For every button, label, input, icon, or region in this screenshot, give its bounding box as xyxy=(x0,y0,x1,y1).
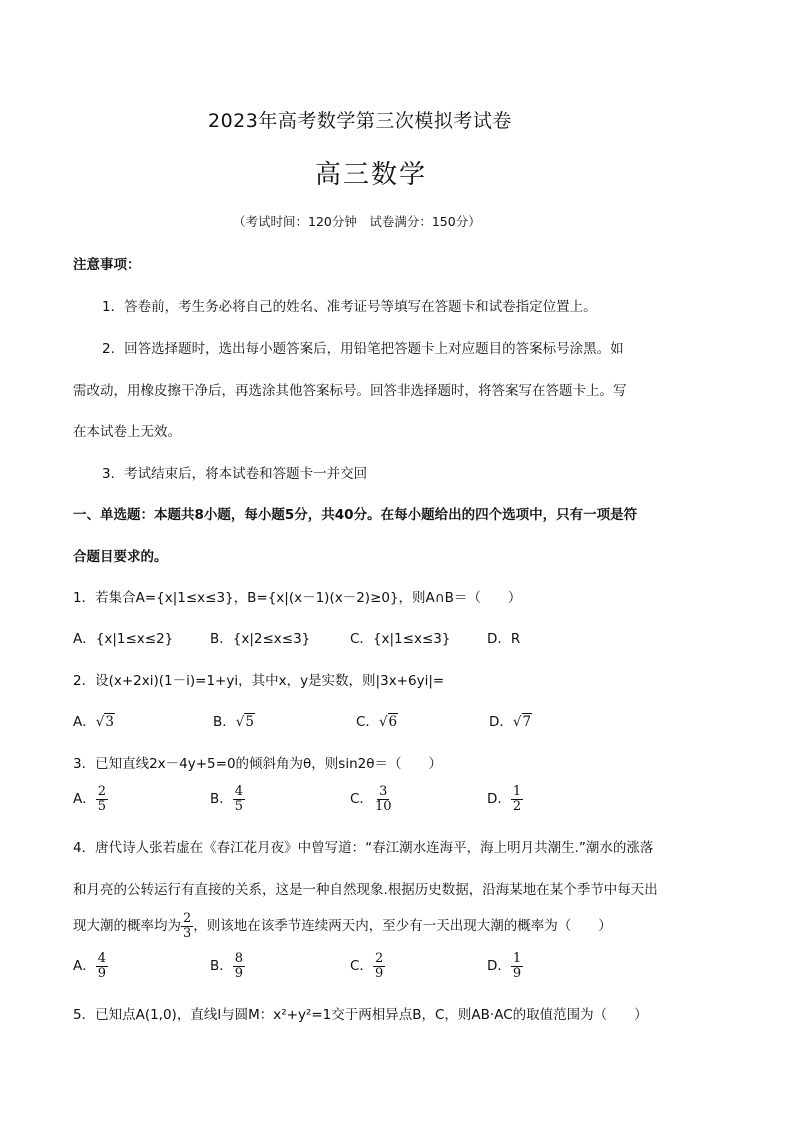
question-2-option-d[interactable] xyxy=(489,710,532,730)
numerator: 3 xyxy=(379,784,388,799)
sqrt-expression: √3 xyxy=(95,714,114,730)
option-label: A． xyxy=(73,791,96,808)
question-1-stem: 1．若集合A={x|1≤x≤3}，B={x|(x－1)(x－2)≥0}，则A∩B＝（ ） xyxy=(73,590,522,606)
option-label: D． xyxy=(487,791,511,808)
question-4-line-3 xyxy=(73,912,612,940)
question-2-option-c[interactable] xyxy=(356,710,398,730)
numerator: 8 xyxy=(234,951,244,966)
denominator: 3 xyxy=(183,925,192,941)
sqrt-expression: √5 xyxy=(235,714,254,730)
fraction xyxy=(96,952,108,980)
denominator: 5 xyxy=(97,798,107,814)
question-4-option-c[interactable] xyxy=(350,952,385,980)
question-4-line-2: 和月亮的公转运行有直接的关系，这是一种自然现象.根据历史数据，沿海某地在某个季节中每天出 xyxy=(73,882,658,898)
question-4-option-b[interactable] xyxy=(210,952,245,980)
notes-item-2-line-1: 2．回答选择题时，选出每小题答案后，用铅笔把答题卡上对应题目的答案标号涂黑。如 xyxy=(102,341,624,357)
option-label: D． xyxy=(487,958,511,975)
question-4-line-3-post: ，则该地在该季节连续两天内，至少有一天出现大潮的概率为（ ） xyxy=(193,918,612,935)
question-2-option-b[interactable] xyxy=(213,710,255,730)
option-label: C． xyxy=(350,791,373,808)
sqrt-expression: √6 xyxy=(378,714,398,730)
question-4-line-1: 4．唐代诗人张若虚在《春江花月夜》中曾写道：“春江潮水连海平，海上明月共潮生.”潮水的涨落 xyxy=(73,840,654,856)
question-1-option-a[interactable]: A．{x|1≤x≤2} xyxy=(73,631,174,647)
fraction xyxy=(511,952,523,980)
question-2-stem: 2．设(x+2xi)(1－i)=1+yi，其中x，y是实数，则|3x+6yi|= xyxy=(73,673,445,689)
fraction xyxy=(233,785,245,813)
sqrt-expression: √7 xyxy=(512,714,532,730)
fraction xyxy=(373,785,394,813)
radicand: 3 xyxy=(105,714,114,730)
denominator: 9 xyxy=(97,965,107,981)
fraction xyxy=(511,785,523,813)
question-4-line-3-pre: 现大潮的概率均为 xyxy=(73,918,181,935)
question-4-option-d[interactable] xyxy=(487,952,523,980)
question-1-option-d[interactable]: D．R xyxy=(487,631,521,647)
notes-heading: 注意事项： xyxy=(73,257,141,273)
question-1-option-b[interactable]: B．{x|2≤x≤3} xyxy=(210,631,311,647)
fraction xyxy=(181,912,193,940)
fraction xyxy=(96,785,108,813)
exam-subtitle: 高三数学 xyxy=(315,160,428,190)
notes-item-1: 1．答卷前，考生务必将自己的姓名、准考证号等填写在答题卡和试卷指定位置上。 xyxy=(102,299,597,315)
option-label: B． xyxy=(210,791,233,808)
fraction xyxy=(233,952,245,980)
notes-item-2-line-2: 需改动，用橡皮擦干净后，再选涂其他答案标号。回答非选择题时，将答案写在答题卡上。写 xyxy=(73,383,627,399)
denominator: 9 xyxy=(374,965,384,981)
question-3-option-c[interactable] xyxy=(350,785,393,813)
fraction xyxy=(373,952,385,980)
option-label: A． xyxy=(73,958,96,975)
option-label: B． xyxy=(213,714,236,730)
option-label: A． xyxy=(73,714,96,730)
numerator: 4 xyxy=(234,784,244,799)
radicand: 7 xyxy=(522,714,532,730)
radicand: 5 xyxy=(245,714,254,730)
denominator: 2 xyxy=(512,798,522,814)
option-label: C． xyxy=(350,958,373,975)
option-label: C． xyxy=(356,714,379,730)
numerator: 2 xyxy=(183,911,192,926)
denominator: 10 xyxy=(374,798,392,814)
denominator: 9 xyxy=(512,965,522,981)
section-1-line-2: 合题目要求的。 xyxy=(73,549,168,565)
numerator: 4 xyxy=(97,951,107,966)
numerator: 2 xyxy=(97,784,107,799)
question-3-stem: 3．已知直线2x－4y+5=0的倾斜角为θ，则sin2θ＝（ ） xyxy=(73,756,442,772)
question-2-option-a[interactable] xyxy=(73,710,115,730)
denominator: 5 xyxy=(234,798,244,814)
denominator: 9 xyxy=(234,965,244,981)
question-1-option-c[interactable]: C．{x|1≤x≤3} xyxy=(350,631,451,647)
exam-title: 2023年高考数学第三次模拟考试卷 xyxy=(208,110,512,132)
question-5-stem: 5．已知点A(1,0)，直线l与圆M：x²+y²=1交于两相异点B，C，则AB·AC的取值范围为（ ） xyxy=(73,1007,648,1023)
section-1-line-1: 一、单选题：本题共8小题，每小题5分，共40分。在每小题给出的四个选项中，只有一项是符 xyxy=(73,507,638,523)
exam-info: （考试时间：120分钟 试卷满分：150分） xyxy=(233,214,481,229)
notes-item-2-line-3: 在本试卷上无效。 xyxy=(73,424,181,440)
question-4-option-a[interactable] xyxy=(73,952,108,980)
question-3-option-b[interactable] xyxy=(210,785,245,813)
question-3-option-d[interactable] xyxy=(487,785,523,813)
notes-item-3: 3．考试结束后，将本试卷和答题卡一并交回 xyxy=(102,466,368,482)
numerator: 1 xyxy=(512,784,522,799)
option-label: B． xyxy=(210,958,233,975)
numerator: 2 xyxy=(374,951,384,966)
radicand: 6 xyxy=(388,714,398,730)
question-3-option-a[interactable] xyxy=(73,785,108,813)
numerator: 1 xyxy=(512,951,522,966)
option-label: D． xyxy=(489,714,513,730)
